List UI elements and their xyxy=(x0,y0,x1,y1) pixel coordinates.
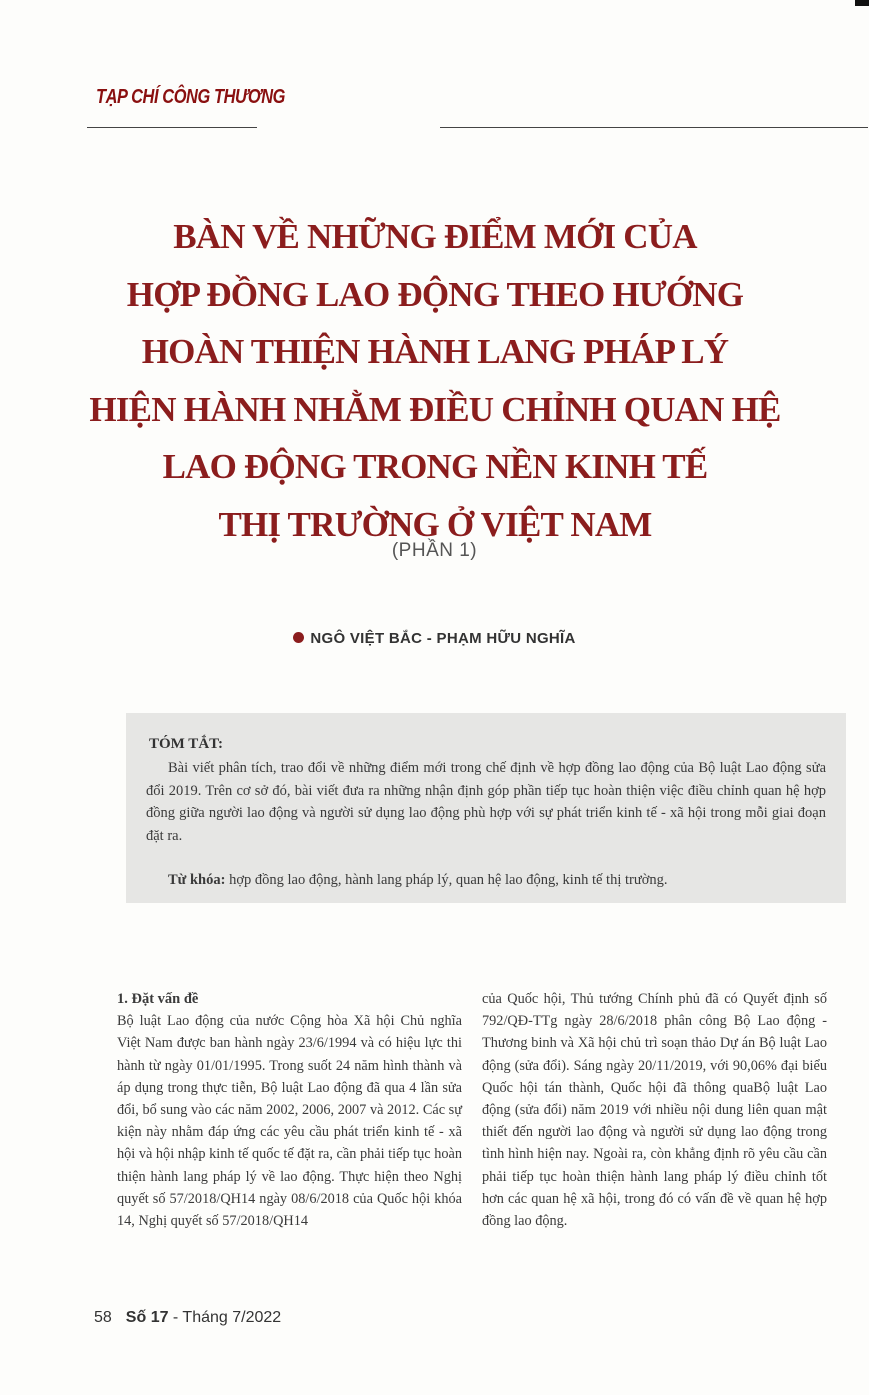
header-rule-left xyxy=(87,127,257,128)
title-line: HIỆN HÀNH NHẰM ĐIỀU CHỈNH QUAN HỆ xyxy=(89,389,781,429)
abstract-text: Bài viết phân tích, trao đổi về những điểm mới trong chế định về hợp đồng lao động của Bộ luật Lao động sửa đổi 2019. Trên cơ sở đó, bài viết đưa ra những nhận định góp phần tiếp tục hoàn thiện việc điều chỉnh quan hệ hợp đồng giữa người lao động và người sử dụng lao động phù hợp với sự phát triển kinh tế - xã hội trong mỗi giai đoạn đặt ra. xyxy=(146,760,826,844)
authors-line xyxy=(0,630,869,647)
keywords-text: hợp đồng lao động, hành lang pháp lý, quan hệ lao động, kinh tế thị trường. xyxy=(225,872,668,888)
authors: NGÔ VIỆT BẮC - PHẠM HỮU NGHĨA xyxy=(310,630,576,647)
abstract-label: TÓM TẮT: xyxy=(149,736,224,752)
keywords-label: Từ khóa: xyxy=(168,872,226,888)
body-column-left xyxy=(117,988,462,1232)
article-title xyxy=(60,208,810,553)
keywords xyxy=(146,869,826,891)
header-rule-right xyxy=(440,127,868,128)
bullet-icon xyxy=(293,632,304,643)
section-heading: 1. Đặt vấn đề xyxy=(117,991,199,1007)
title-line: LAO ĐỘNG TRONG NỀN KINH TẾ xyxy=(162,447,708,486)
title-line: THỊ TRƯỜNG Ở VIỆT NAM xyxy=(218,504,652,544)
title-line: BÀN VỀ NHỮNG ĐIỂM MỚI CỦA xyxy=(173,217,697,256)
issue-date: - Tháng 7/2022 xyxy=(168,1309,282,1326)
body-paragraph: của Quốc hội, Thủ tướng Chính phủ đã có Quyết định số 792/QĐ-TTg ngày 28/6/2018 phân công Bộ Lao động - Thương binh và Xã hội chủ trì soạn thảo Dự án Bộ luật Lao động (sửa đổi). Sáng ngày 20/11/2019, với 90,06% đại biểu Quốc hội tán thành, Quốc hội đã thông quaBộ luật Lao động (sửa đổi) năm 2019 với nhiều nội dung liên quan mật thiết đến người lao động và người sử dụng lao động trong tình hình hiện nay. Ngoài ra, còn khẳng định rõ yêu cầu cần phải tiếp tục hoàn thiện hành lang pháp lý điều chỉnh tốt hơn các quan hệ xã hội, trong đó có vấn đề về quan hệ hợp đồng lao động. xyxy=(482,991,827,1230)
body-column-right xyxy=(482,988,827,1232)
page-number: 58 xyxy=(94,1309,112,1326)
body-paragraph: Bộ luật Lao động của nước Cộng hòa Xã hội Chủ nghĩa Việt Nam được ban hành ngày 23/6/1994 và có hiệu lực thi hành từ ngày 01/01/1995. Trong suốt 24 năm hình thành và áp dụng trong thực tiễn, Bộ luật Lao động đã qua 4 lần sửa đổi, bổ sung vào các năm 2002, 2006, 2007 và 2012. Các sự kiện này nhằm đáp ứng các yêu cầu phát triển kinh tế - xã hội và hội nhập kinh tế quốc tế đặt ra, cần phải tiếp tục hoàn thiện hành lang pháp lý về lao động. Thực hiện theo Nghị quyết số 57/2018/QH14 ngày 08/6/2018 của Quốc hội khóa 14, Nghị quyết số 57/2018/QH14 xyxy=(117,1013,463,1230)
title-line: HOÀN THIỆN HÀNH LANG PHÁP LÝ xyxy=(141,332,729,371)
journal-name: TẠP CHÍ CÔNG THƯƠNG xyxy=(96,86,285,108)
issue-number: Số 17 xyxy=(125,1309,169,1326)
page-edge-mark xyxy=(855,0,869,6)
abstract-box xyxy=(126,713,846,903)
title-line: HỢP ĐỒNG LAO ĐỘNG THEO HƯỚNG xyxy=(126,274,744,314)
page-footer xyxy=(94,1309,281,1327)
article-part: (PHẦN 1) xyxy=(391,540,478,561)
